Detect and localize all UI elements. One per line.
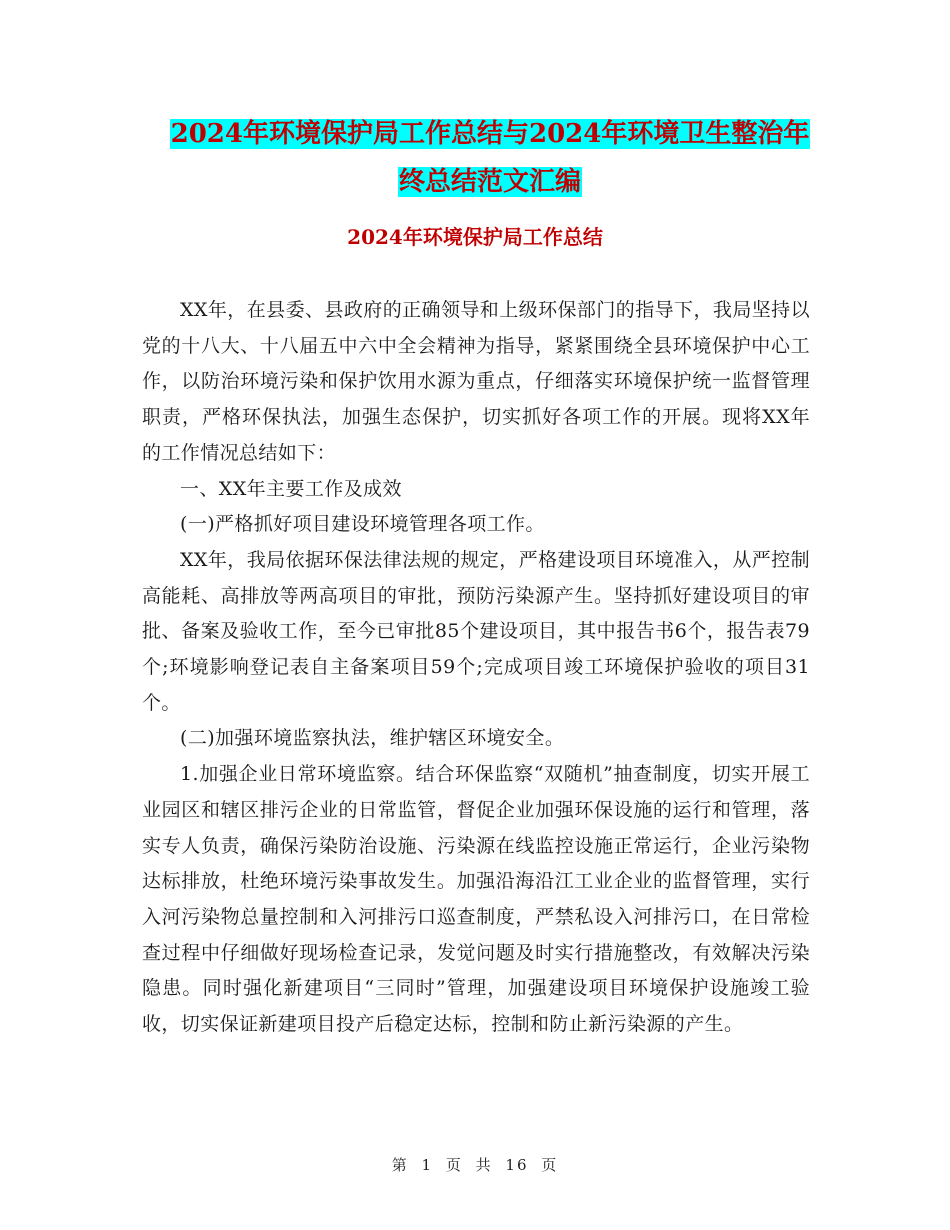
- page-footer: [0, 1154, 950, 1175]
- footer-total-pages: 16: [505, 1156, 529, 1174]
- heading-subsection-1: (一)严格抓好项目建设环境管理各项工作。: [180, 513, 545, 536]
- document-title: [140, 110, 840, 206]
- heading-subsection-2: (二)加强环境监察执法，维护辖区环境安全。: [180, 727, 565, 750]
- document-body: [142, 293, 810, 1043]
- footer-suffix: 页: [541, 1156, 559, 1174]
- heading-main-work: 一、XX年主要工作及成效: [180, 477, 402, 500]
- section-title: 2024年环境保护局工作总结: [347, 225, 603, 249]
- paragraph-intro: XX年，在县委、县政府的正确领导和上级环保部门的指导下，我局坚持以党的十八大、十八届五中六中全会精神为指导，紧紧围绕全县环境保护中心工作，以防治环境污染和保护饮用水源为重点，仔细落实环境保护统一监督管理职责，严格环保执法，加强生态保护，切实抓好各项工作的开展。现将XX年的工作情况总结如下：: [142, 299, 810, 464]
- footer-page-unit: 页: [445, 1156, 463, 1174]
- document-title-line-1: 2024年环境保护局工作总结与2024年环境卫生整治年: [170, 119, 810, 149]
- document-title-line-2: 终总结范文汇编: [398, 167, 581, 197]
- footer-current-page: 1: [421, 1156, 434, 1174]
- paragraph-enterprise-supervision: 1.加强企业日常环境监察。结合环保监察“双随机”抽查制度，切实开展工业园区和辖区排污企业的日常监管，督促企业加强环保设施的运行和管理，落实专人负责，确保污染防治设施、污染源在线监控设施正常运行，企业污染物达标排放，杜绝环境污染事故发生。加强沿海沿江工业企业的监督管理，实行入河污染物总量控制和入河排污口巡查制度，严禁私设入河排污口，在日常检查过程中仔细做好现场检查记录，发觉问题及时实行措施整改，有效解决污染隐患。同时强化新建项目“三同时”管理，加强建设项目环境保护设施竣工验收，切实保证新建项目投产后稳定达标，控制和防止新污染源的产生。: [142, 763, 810, 1036]
- paragraph-project-approval: XX年，我局依据环保法律法规的规定，严格建设项目环境准入，从严控制高能耗、高排放等两高项目的审批，预防污染源产生。坚持抓好建设项目的审批、备案及验收工作，至今已审批85个建设项目，其中报告书6个，报告表79个;环境影响登记表自主备案项目59个;完成项目竣工环境保护验收的项目31个。: [142, 548, 810, 714]
- footer-total-label: 共: [475, 1156, 493, 1174]
- footer-prefix: 第: [391, 1156, 409, 1174]
